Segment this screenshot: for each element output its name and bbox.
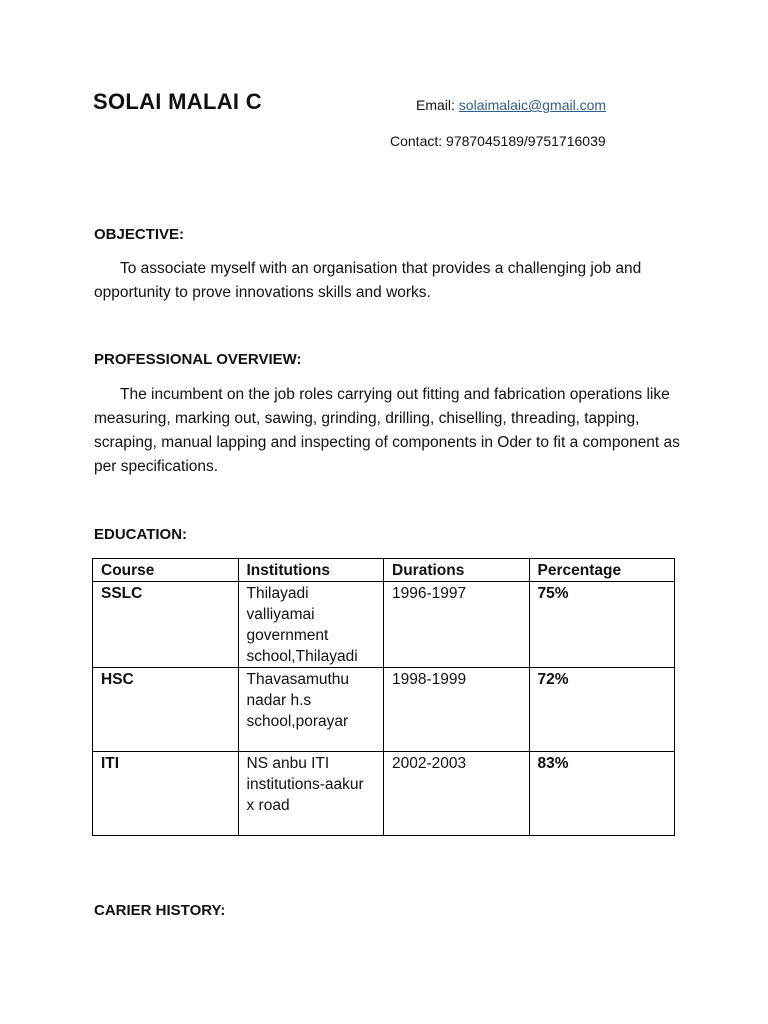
contact-number: 9787045189/9751716039 — [446, 133, 606, 149]
percentage-cell: 72% — [529, 668, 675, 752]
table-header-row — [93, 559, 675, 582]
contact-line — [390, 133, 606, 149]
table-row — [93, 582, 675, 668]
candidate-name: SOLAI MALAI C — [93, 89, 262, 114]
percentage-cell: 83% — [529, 752, 675, 836]
education-heading: EDUCATION: — [94, 526, 188, 543]
course-cell: HSC — [93, 668, 239, 752]
institution-cell: Thilayadi valliyamai government school,Thilayadi — [238, 582, 384, 668]
column-header-course: Course — [93, 559, 239, 582]
career-history-heading: CARIER HISTORY: — [94, 902, 226, 919]
duration-cell: 1996-1997 — [384, 582, 530, 668]
email-label: Email: — [416, 97, 459, 113]
column-header-durations: Durations — [384, 559, 530, 582]
table-row — [93, 668, 675, 752]
contact-label: Contact: — [390, 133, 447, 149]
objective-text: To associate myself with an organisation that provides a challenging job and opportunity to prove innovations skills and works. — [94, 260, 642, 301]
overview-heading: PROFESSIONAL OVERVIEW: — [94, 351, 302, 368]
table-row — [93, 752, 675, 836]
column-header-percentage: Percentage — [529, 559, 675, 582]
overview-text: The incumbent on the job roles carrying out fitting and fabrication operations like measuring, marking out, sawing, grinding, drilling, chiselling, threading, tapping, scraping, manual lapping and inspecting of components in Oder to fit a component as per specifications. — [94, 386, 680, 475]
duration-cell: 2002-2003 — [384, 752, 530, 836]
education-table — [92, 558, 675, 836]
course-cell: SSLC — [93, 582, 239, 668]
objective-heading: OBJECTIVE: — [94, 226, 185, 243]
institution-cell: Thavasamuthu nadar h.s school,porayar — [238, 668, 384, 752]
percentage-cell: 75% — [529, 582, 675, 668]
course-cell: ITI — [93, 752, 239, 836]
email-line — [416, 97, 606, 113]
institution-cell: NS anbu ITI institutions-aakur x road — [238, 752, 384, 836]
column-header-institutions: Institutions — [238, 559, 384, 582]
duration-cell: 1998-1999 — [384, 668, 530, 752]
email-link[interactable]: solaimalaic@gmail.com — [458, 97, 607, 113]
